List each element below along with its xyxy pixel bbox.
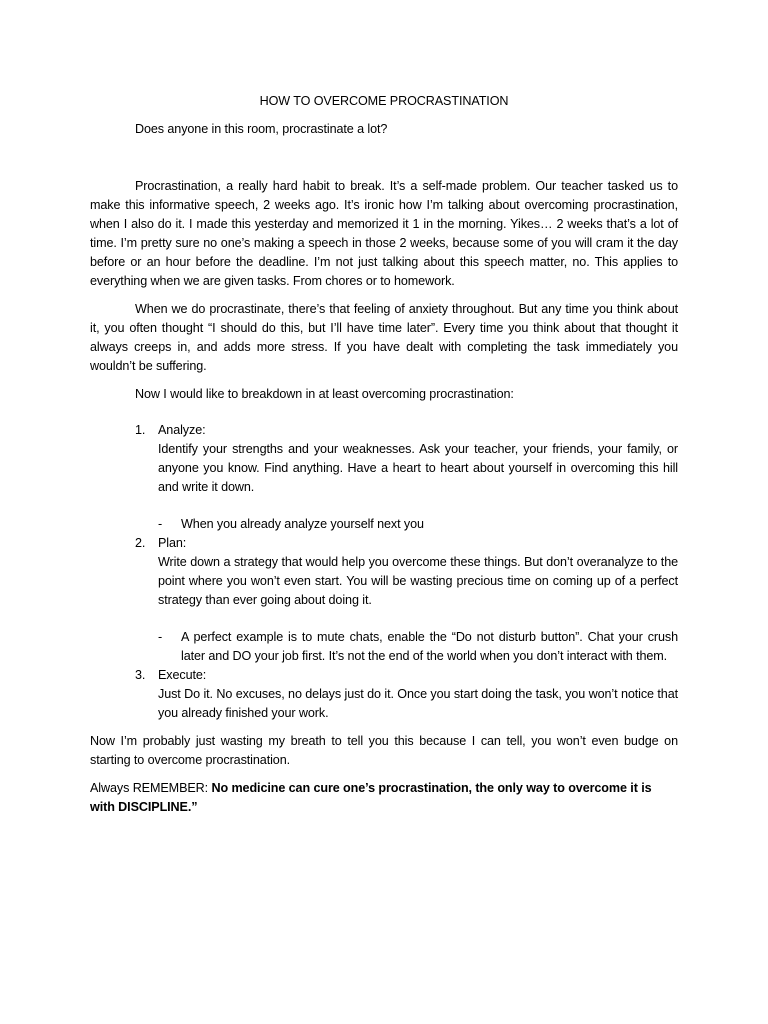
step-heading: Analyze: — [158, 423, 206, 437]
step-plan — [90, 534, 678, 610]
dash-bullet: - — [158, 630, 163, 644]
step-heading: Plan: — [158, 536, 187, 550]
step-number: 3. — [135, 668, 146, 682]
step-heading: Execute: — [158, 668, 207, 682]
step-analyze-subpoint — [90, 515, 678, 534]
step-execute — [90, 666, 678, 723]
step-number: 2. — [135, 536, 146, 550]
final-bold-text: No medicine can cure one’s procrastination, the only way to overcome it is with DISCIPLINE.” — [90, 781, 652, 814]
step-text: Just Do it. No excuses, no delays just do it. Once you start doing the task, you won’t notice that you already finished your work. — [158, 687, 678, 720]
opening-question: Does anyone in this room, procrastinate a lot? — [135, 122, 388, 136]
subpoint-text: When you already analyze yourself next you — [181, 517, 424, 531]
spacer — [90, 723, 678, 732]
paragraph-anxiety: When we do procrastinate, there’s that feeling of anxiety throughout. But any time you think about it, you often thought “I should do this, but I’ll have time later”. Every time you think about that thought it always creeps in, and adds more stress. If you have dealt with completing the task immediately you wouldn’t be suffering. — [90, 302, 678, 373]
step-analyze — [90, 421, 678, 497]
step-text: Write down a strategy that would help you overcome these things. But don’t overanalyze to the point where you won’t even start. You will be wasting precious time on coming up of a perfect strategy than ever going about doing it. — [158, 555, 678, 607]
subpoint-text: A perfect example is to mute chats, enable the “Do not disturb button”. Chat your crush later and DO your job first. It’s not the end of the world when you don’t interact with them. — [181, 630, 678, 663]
paragraph-intro: Procrastination, a really hard habit to break. It’s a self-made problem. Our teacher tasked us to make this informative speech, 2 weeks ago. It’s ironic how I’m talking about overcoming procrastination, when I also do it. I made this yesterday and memorized it 1 in the morning. Yikes… 2 weeks that’s a lot of time. I’m pretty sure no one’s making a speech in those 2 weeks, because some of you will cram it the day before or an hour before the deadline. I’m not just talking about this speech matter, no. This applies to everything when we are given tasks. From chores or to homework. — [90, 179, 678, 288]
document-title: HOW TO OVERCOME PROCRASTINATION — [259, 94, 509, 108]
step-plan-subpoint — [90, 628, 678, 666]
spacer — [90, 497, 678, 515]
closing-paragraph: Now I’m probably just wasting my breath to tell you this because I can tell, you won’t even budge on starting to overcome procrastination. — [90, 734, 678, 767]
step-number: 1. — [135, 423, 146, 437]
final-statement — [90, 779, 678, 817]
spacer — [90, 610, 678, 628]
final-lead: Always REMEMBER: — [90, 781, 212, 795]
steps-list — [90, 421, 678, 723]
step-text: Identify your strengths and your weaknesses. Ask your teacher, your friends, your family, or anyone you know. Find anything. Have a heart to heart about yourself in overcoming this hill and write it down. — [158, 442, 678, 494]
breakdown-intro: Now I would like to breakdown in at least overcoming procrastination: — [135, 387, 514, 401]
dash-bullet: - — [158, 517, 163, 531]
